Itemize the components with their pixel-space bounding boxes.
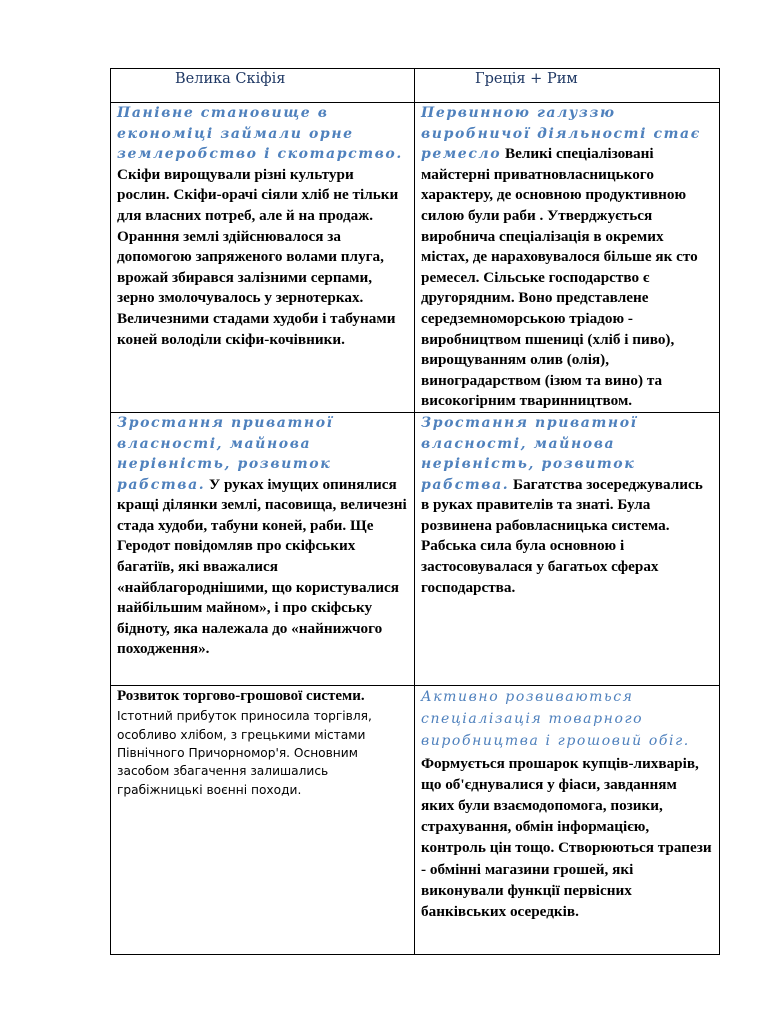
cell-body: Скіфи вирощували різні культури рослин. Скіфи-орачі сіяли хліб не тільки для власних потреб, але й на продаж. Оранння землі здійснювалося за допомогою запряженого волами плуга, врожай збирався залізними серпами, зерно змолочувалось у зернотерках. Величезними стадами худоби і табунами коней володіли скіфи-кочівники. [117, 165, 399, 348]
highlighted-phrase: Зростання приватної власності, майнова нерівність, розвиток рабства. [421, 414, 638, 493]
table-cell [415, 103, 720, 413]
column-header-greece-rome: Греція + Рим [415, 69, 720, 103]
cell-text [117, 103, 408, 350]
cell-text [421, 413, 713, 598]
cell-body: Істотний прибуток приносила торгівля, особливо хлібом, з грецькими містами Північного Причорномор'я. Основним засобом збагачення залишались грабіжницькі воєнні походи. [117, 709, 372, 797]
highlighted-phrase: Панівне становище в економіці займали орне землеробство і скотарство. [117, 105, 403, 163]
cell-body: У руках імущих опинялися кращі ділянки землі, пасовища, величезні стада худоби, табуни коней, раби. Ще Геродот повідомляв про скіфських багатіїв, які вважалися «найблагороднішими, що користувалися найбільшим майном», і про скіфську бідноту, яка належала до «найнижчого походження». [117, 475, 407, 658]
highlighted-phrase: Первинною галуззю виробничої діяльності стає ремесло [421, 105, 701, 163]
cell-text [421, 686, 713, 753]
table-cell [415, 412, 720, 685]
column-header-scythia: Велика Скіфія [111, 69, 415, 103]
highlighted-phrase: Активно розвиваються спеціалізація товарного виробництва і грошовий обіг. [421, 688, 690, 750]
table-row [111, 412, 720, 685]
cell-body: Багатства зосереджувались в руках правителів та знаті. Була розвинена рабовласницька система. Рабська сила була основною і застосовувалася у багатьох сферах господарства. [421, 475, 703, 596]
table-header-row [111, 69, 720, 103]
table-cell [111, 685, 415, 954]
cell-text [117, 413, 408, 660]
cell-body: Формується прошарок купців-лихварів, що об'єднувалися у фіаси, завданням яких були взаємодопомога, позики, страхування, обмін інформацією, контроль цін тощо. Створюються трапези - обмінні магазини грошей, які виконували функції первісних банківських осередків. [421, 754, 712, 920]
cell-heading: Розвиток торгово-грошової системи. [117, 687, 365, 704]
table-row [111, 685, 720, 954]
highlighted-phrase: Зростання приватної власності, майнова нерівність, розвиток рабства. [117, 414, 334, 493]
table-cell [415, 685, 720, 954]
cell-body: Великі спеціалізовані майстерні приватновласницького характеру, де основною продуктивною силою були раби . Утверджується виробнича спеціалізація в окремих містах, де нараховувалося більше як сто ремесел. Сільське господарство є другорядним. Воно представлене середземноморською тріадою - виробництвом пшениці (хліб і пиво), вирощуванням олив (олія), виноградарством (ізюм та вино) та високогірним тваринництвом. [421, 145, 698, 410]
comparison-table [110, 68, 720, 955]
cell-text [421, 103, 713, 412]
table-cell [111, 103, 415, 413]
table-row [111, 103, 720, 413]
table-cell [111, 412, 415, 685]
